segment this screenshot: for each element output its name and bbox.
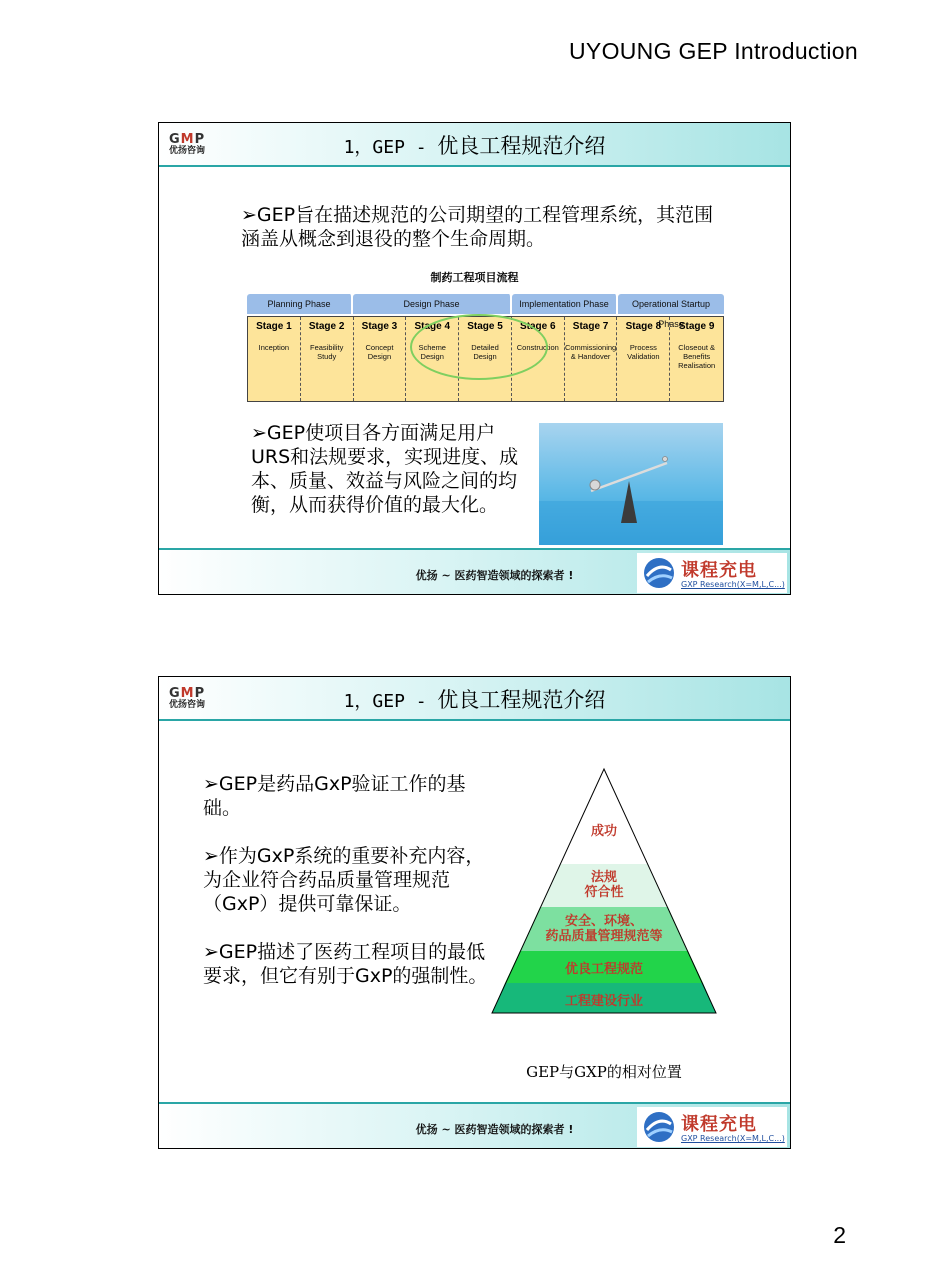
stage-description: Detailed Design <box>471 343 499 361</box>
phase-implementation: Implementation Phase <box>512 294 618 314</box>
stage-cell <box>670 317 723 401</box>
bullet-gxp-foundation: ➢GEP是药品GxP验证工作的基础。 <box>203 773 466 819</box>
slide-title-bar <box>159 123 790 167</box>
phase-operational-startup: Operational Startup Phase <box>618 294 724 314</box>
slide-title-bar <box>159 677 790 721</box>
footer-slogan: 优扬 ~ 医药智造领域的探索者 ! <box>415 1123 574 1136</box>
bullet-gep-minimum: ➢GEP描述了医药工程项目的最低要求，但它有别于GxP的强制性。 <box>203 941 488 987</box>
stage-name: Stage 1 <box>256 321 292 332</box>
page-header: UYOUNG GEP Introduction <box>569 38 858 64</box>
stage-cell <box>565 317 618 401</box>
stage-cell <box>248 317 301 401</box>
stage-cell <box>354 317 407 401</box>
stage-name: Stage 5 <box>467 321 503 332</box>
stage-cell <box>301 317 354 401</box>
bullet-gep-definition: ➢GEP旨在描述规范的公司期望的工程管理系统，其范围涵盖从概念到退役的整个生命周期。 <box>241 204 714 250</box>
stage-name: Stage 3 <box>361 321 398 332</box>
pyramid-caption: GEP与GXP的相对位置 <box>526 1063 682 1081</box>
gep-gxp-pyramid <box>479 767 729 1037</box>
brand-logo: 课程充电 GXP Research(X=M,L,C...) <box>637 1107 787 1147</box>
stage-description: Concept Design <box>365 343 394 361</box>
phase-design: Design Phase <box>353 294 512 314</box>
brand-globe-icon <box>642 1110 676 1144</box>
highlight-ellipse <box>410 314 548 380</box>
balance-seesaw-image <box>539 423 723 545</box>
pyramid-label: 优良工程规范 <box>564 962 644 977</box>
stage-name: Stage 7 <box>572 321 609 332</box>
phase-planning: Planning Phase <box>247 294 353 314</box>
bullet-gxp-supplement: ➢作为GxP系统的重要补充内容，为企业符合药品质量管理规范（GxP）提供可靠保证。 <box>203 845 485 915</box>
slide-1 <box>158 122 791 595</box>
slide-footer <box>159 548 790 594</box>
stage-name: Stage 8 <box>625 321 662 332</box>
stage-cell <box>617 317 670 401</box>
brand-logo: 课程充电 GXP Research(X=M,L,C...) <box>637 553 787 593</box>
footer-slogan: 优扬 ~ 医药智造领域的探索者 ! <box>415 569 574 582</box>
pyramid-label: 法规符合性 <box>584 870 624 900</box>
slide-2 <box>158 676 791 1149</box>
stage-description: Process Validation <box>627 343 660 361</box>
stage-description: Scheme Design <box>418 343 446 361</box>
stage-description: Feasibility Study <box>310 343 344 361</box>
flow-chart-title: 制药工程项目流程 <box>430 271 519 284</box>
stage-name: Stage 4 <box>414 321 451 332</box>
stage-name: Stage 6 <box>520 321 556 332</box>
stage-name: Stage 2 <box>308 321 345 332</box>
slide-title: 1，GEP - 优良工程规范介绍 <box>343 688 606 712</box>
stage-description: Closeout & Benefits Realisation <box>678 343 716 370</box>
brand-globe-icon <box>642 556 676 590</box>
gep-gxp-bullets <box>203 772 493 1012</box>
pyramid-label: 成功 <box>590 824 618 839</box>
company-logo: GMP 优扬咨询 <box>169 132 206 156</box>
stage-description: Commissioning & Handover <box>564 343 617 361</box>
pyramid-label: 工程建设行业 <box>564 994 644 1009</box>
company-logo: GMP 优扬咨询 <box>169 686 206 710</box>
page-number: 2 <box>833 1222 846 1248</box>
bullet-gep-balance: ➢GEP使项目各方面满足用户URS和法规要求，实现进度、成本、质量、效益与风险之间的均衡，从而获得价值的最大化。 <box>251 422 519 516</box>
slide-title: 1，GEP - 优良工程规范介绍 <box>343 134 606 158</box>
stage-description: Construction <box>516 343 559 352</box>
stage-name: Stage 9 <box>678 321 715 332</box>
stage-description: Inception <box>258 343 290 352</box>
pyramid-label: 安全、环境、药品质量管理规范等 <box>545 914 663 944</box>
slide-footer <box>159 1102 790 1148</box>
